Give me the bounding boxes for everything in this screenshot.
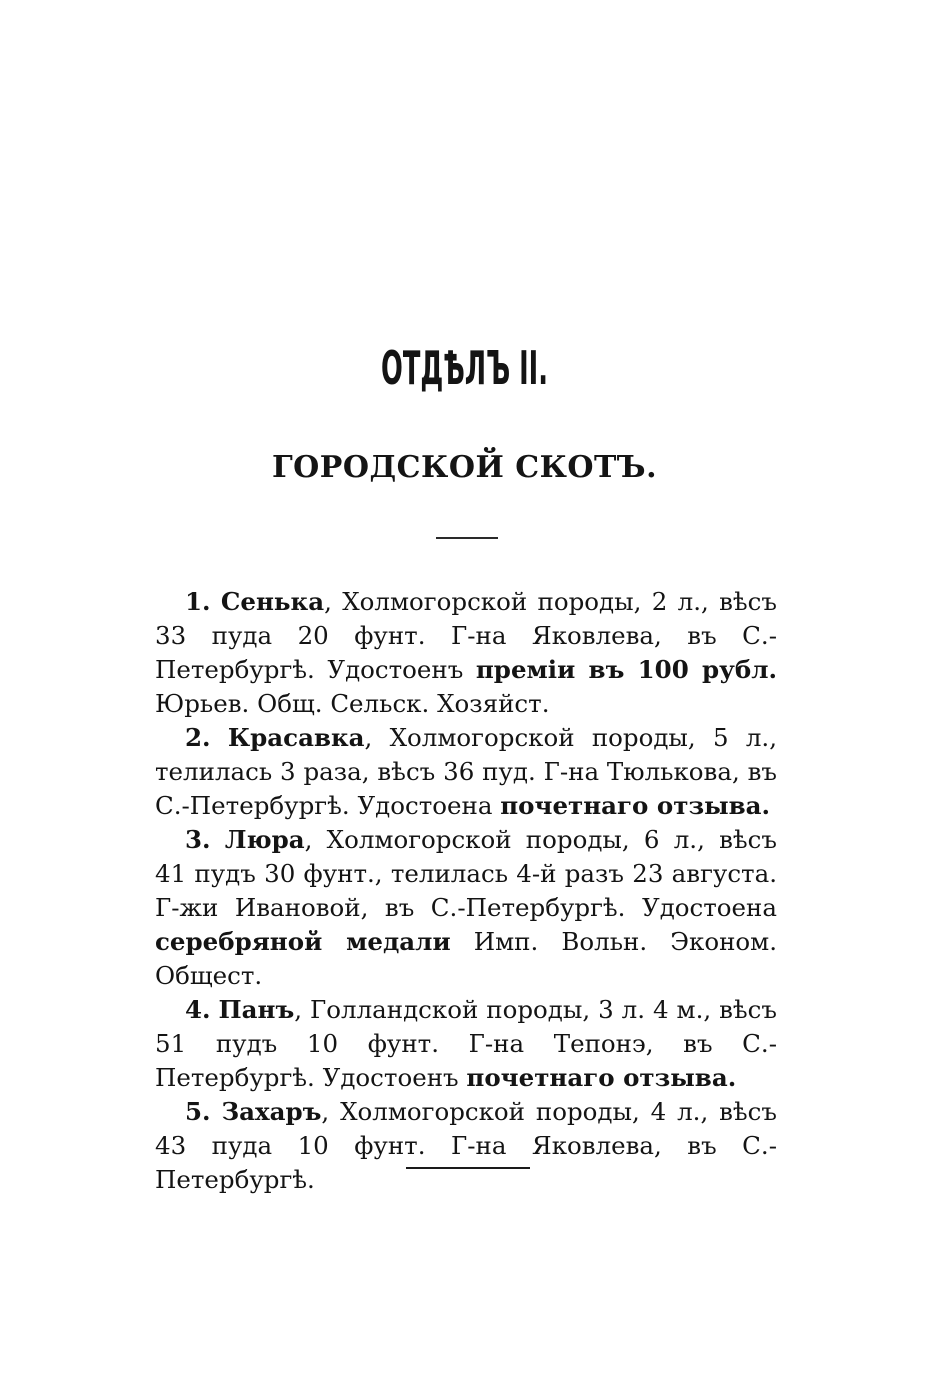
list-item [155, 993, 777, 1095]
list-item [155, 721, 777, 823]
entry-name: Сенька [220, 587, 325, 616]
entry-award: почетнаго отзыва. [466, 1063, 737, 1092]
entry-award: преміи въ 100 рубл. [475, 655, 777, 684]
entry-details: , Холмогорской породы, 6 л., вѣсъ 41 пудъ 30 фунт., телилась 4-й разъ 23 августа. Г-жи Ивановой, въ С.-Петербургѣ. Удостоена [155, 825, 777, 922]
section-title: ОТДѢЛЪ II. [381, 341, 548, 395]
entry-number: 5. [185, 1097, 211, 1126]
entry-details: , Холмогорской породы, 2 л., вѣсъ 33 пуда 20 фунт. Г-на Яковлева, въ С.-Петербургѣ. Удостоенъ [155, 587, 777, 684]
entry-name: Красавка [227, 723, 365, 752]
entry-details: , Холмогорской породы, 4 л., вѣсъ 43 пуда 10 фунт. Г-на Яковлева, въ С.-Петербургѣ. [155, 1097, 777, 1194]
entry-name: Захаръ [221, 1097, 322, 1126]
entry-number: 4. [185, 995, 211, 1024]
entry-number: 3. [185, 825, 211, 854]
entry-name: Люра [224, 825, 305, 854]
entry-number: 1. [185, 587, 211, 616]
short-divider [436, 537, 498, 539]
entries-list [155, 585, 777, 1197]
entry-award: серебряной медали [155, 927, 451, 956]
entry-name: Панъ [218, 995, 295, 1024]
entry-after: Юрьев. Общ. Сельск. Хозяйст. [155, 689, 550, 718]
entry-details: , Голландской породы, 3 л. 4 м., вѣсъ 51 пудъ 10 фунт. Г-на Тепонэ, въ С.-Петербургѣ. Удостоенъ [155, 995, 777, 1092]
entry-details: , Холмогорской породы, 5 л., телилась 3 раза, вѣсъ 36 пуд. Г-на Тюлькова, въ С.-Петербургѣ. Удостоена [155, 723, 777, 820]
list-item [155, 1095, 777, 1197]
list-item [155, 823, 777, 993]
bottom-divider [406, 1167, 530, 1169]
entry-after: Имп. Вольн. Эконом. Общест. [155, 927, 777, 990]
list-item [155, 585, 777, 721]
entry-award: почетнаго отзыва. [500, 791, 771, 820]
entry-number: 2. [185, 723, 211, 752]
section-subtitle: ГОРОДСКОЙ СКОТЪ. [271, 450, 658, 485]
